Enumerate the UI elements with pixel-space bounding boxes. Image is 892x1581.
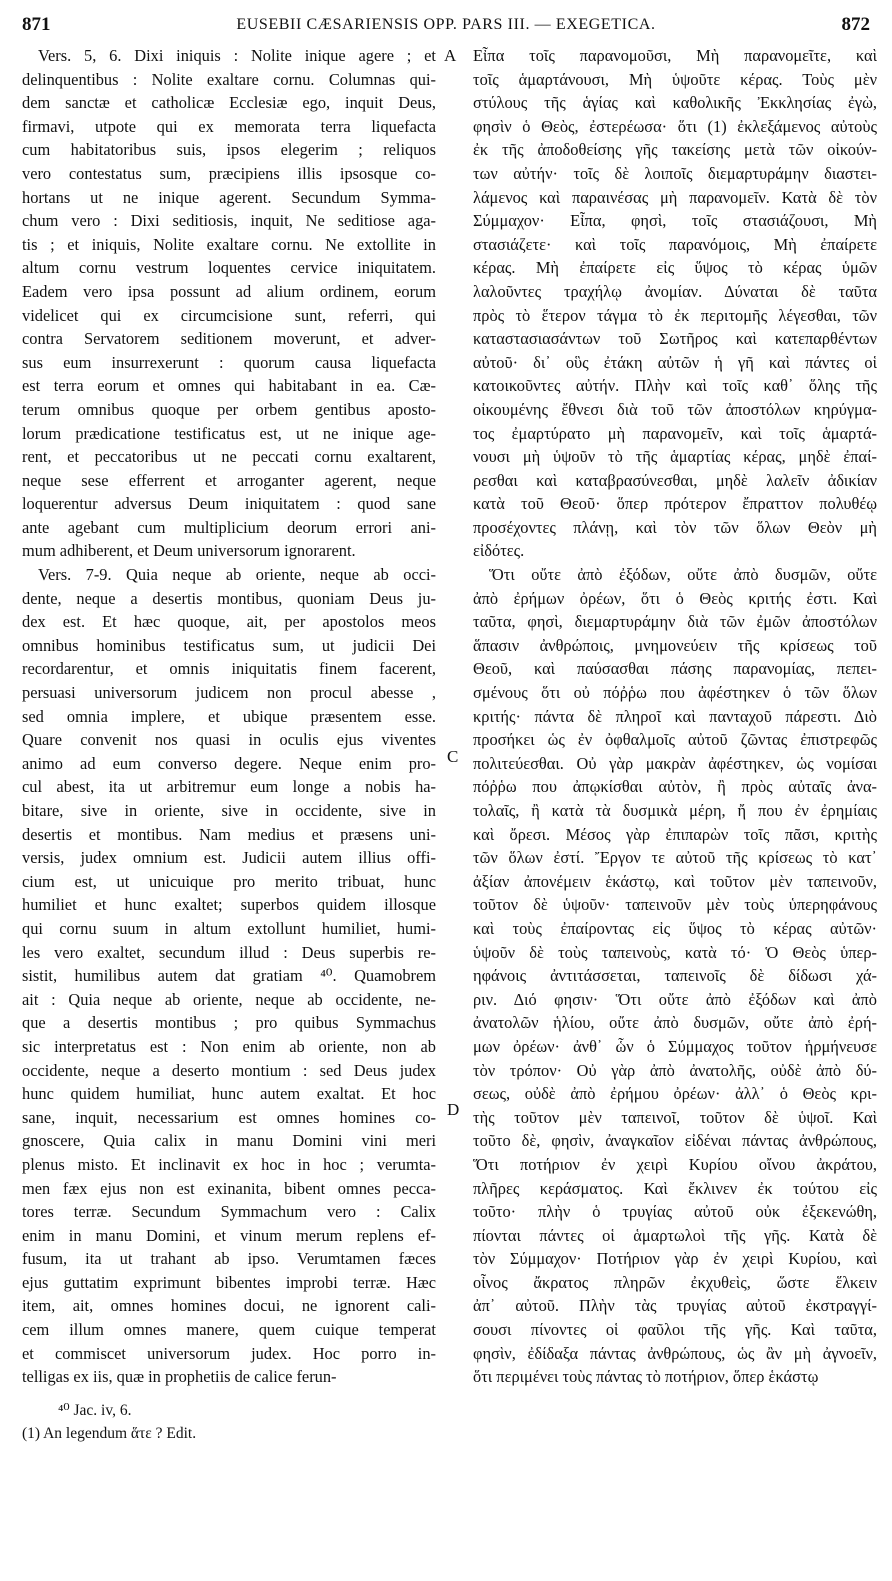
text-line: ἀπὸ ἐρήμων ὀρέων, ὅτι ὁ Θεὸς κριτής ἐστι. Καὶ	[473, 588, 877, 608]
text-line: Quare convenit nos quasi in oculis ejus viventes	[22, 730, 436, 750]
text-line: Eadem vero ipsa possunt ad alium ordinem, eorum	[22, 281, 436, 301]
text-line: καὶ ὄρεσι. Μέσος γὰρ ἐπιπαρὼν τοῖς πᾶσι, κριτὴς	[473, 824, 877, 844]
text-line: cem illum omnes manere, quem cuique temperat	[22, 1320, 436, 1340]
text-line: occidente, neque a deserto montium : sed Deus judex	[22, 1060, 436, 1080]
text-line: omnibus hominibus testificatus sum, ut judicii Dei	[22, 635, 436, 655]
greek-column	[473, 44, 877, 1389]
text-line: τοῦτο· πλὴν ὁ τρυγίας αὐτοῦ οὐκ ἐξεκενώθη,	[473, 1202, 877, 1222]
text-line: chum vero : Dixi seditiosis, inquit, Ne seditiose aga-	[22, 211, 436, 231]
text-line: Σύμμαχον· Εἶπα, φησὶ, τοῖς στασιάζουσι, Μὴ	[473, 211, 877, 231]
text-line: ρεσθαι καὶ καταβρασύνεσθαι, μηδὲ λαλεῖν ἀδικίαν	[473, 470, 877, 490]
text-line: φησὶν ὁ Θεὸς, ἐστερέωσα· ὅτι (1) ἐκλεξάμενος αὐτοὺς	[473, 116, 877, 136]
text-line: κατοικοῦντες αὐτήν. Πλὴν καὶ τοῖς καθ᾽ ὅλης τῆς	[473, 376, 877, 396]
text-line: φησὶν, ἐδίδαξα πάντας ἀνθρώπους, ὡς ἂν μὴ ἀγνοεῖν,	[473, 1343, 877, 1363]
text-line: dem sanctæ et catholicæ Ecclesiæ ego, inquit Deus,	[22, 93, 436, 113]
text-line: mum adhiberent, et Deum universorum ignorarent.	[22, 541, 356, 561]
text-line: στασιάζετε· καὶ τοῖς παρανόμοις, Μὴ ἐπαίρετε	[473, 234, 877, 254]
text-line: telligas ex iis, quæ in prophetiis de calice ferun-	[22, 1367, 337, 1387]
text-line: ἀνατολῶν ἡλίου, οὔτε ἀπὸ δυσμῶν, οὔτε ἀπὸ ἐρή-	[473, 1013, 877, 1033]
text-line: altum cornu vestrum loquentes cervice iniquitatem.	[22, 258, 436, 278]
text-line: τολαῖς, ἢ κατὰ τὰ δυσμικὰ μέρη, ἤ που ἐν ἐρημίαις	[473, 801, 877, 820]
text-line: desertis et montibus. Nam medius et præsens uni-	[22, 824, 436, 844]
text-line: κριτής· πάντα δὲ πληροῖ καὶ πανταχοῦ πάρεστι. Διὸ	[473, 706, 877, 726]
text-line: sistit, humilibus autem dat gratiam ⁴⁰. Quamobrem	[22, 966, 436, 986]
text-line: πολιτεύεσθαι. Οὐ γὰρ μακρὰν ἀφέστηκεν, ὡς νομίσαι	[473, 753, 877, 773]
footnotes	[22, 1399, 436, 1445]
text-line: sic interpretatus est : Non enim ab oriente, non ab	[22, 1036, 436, 1056]
text-line: hunc quidem humiliat, hunc autem exaltat. Et hoc	[22, 1084, 436, 1104]
text-line: ait : Quia neque ab oriente, neque ab occidente, ne-	[22, 989, 436, 1009]
text-line: Θεοῦ, καὶ παύσασθαι πάσης παρανομίας, πεπει-	[473, 659, 877, 679]
text-line: men fæx ejus non est exinanita, bibent omnes pecca-	[22, 1178, 436, 1198]
text-line: cum habitatoribus suis, ipsos elegerim ; reliquos	[22, 140, 436, 160]
text-line: firmavi, utpote qui ex memorata terra liquefacta	[22, 116, 436, 136]
text-line: τοῖς ἁμαρτάνουσι, Μὴ ὑψοῦτε κέρας. Τοὺς μὲν	[473, 69, 877, 89]
text-line: cium est, ut unicuique pro merito tribuat, hunc	[22, 871, 436, 891]
footnote-40: ⁴⁰ Jac. iv, 6.	[58, 1402, 132, 1419]
text-line: μων ὀρέων· ἀνθ᾽ ὧν ὁ Σύμμαχος τοῦτον ἡρμήνευσε	[473, 1036, 877, 1056]
footnote-1: (1) An legendum ἅτε ? Edit.	[22, 1425, 197, 1442]
text-line: cul abest, ita ut arbitremur eum longe a nobis ha-	[22, 777, 436, 797]
text-line: Vers. 5, 6. Dixi iniquis : Nolite inique agere ; et	[38, 46, 436, 65]
text-line: Ὅτι οὔτε ἀπὸ ἐξόδων, οὔτε ἀπὸ δυσμῶν, οὔτε	[489, 565, 877, 585]
running-title: EUSEBII CÆSARIENSIS OPP. PARS III. — EXEGETICA.	[236, 16, 656, 33]
text-line: et commiscet universorum judex. Hoc porro in-	[22, 1343, 436, 1363]
text-line: qui cornu suum in altum extollunt humiliet, humi-	[22, 918, 436, 938]
text-line: σουσι πίνοντες οἱ φαῦλοι τῆς γῆς. Καὶ ταῦτα,	[473, 1320, 877, 1340]
text-line: τοῦτο δὲ, φησὶν, ἀναγκαῖον εἰδέναι πάντας ἀνθρώπους,	[473, 1131, 877, 1151]
text-line: εἰδότες.	[473, 541, 525, 561]
text-line: οἶνος ἄκρατος πληρῶν ἐκχυθεὶς, ὥστε ἕλκειν	[473, 1272, 877, 1292]
margin-marker-d: D	[447, 1100, 460, 1119]
text-line: ἀξίαν ἀπονέμειν ἑκάστῳ, καὶ τοῦτον μὲν ταπεινοῦν,	[473, 871, 877, 891]
text-line: των αὐτήν· τοῖς δὲ λοιποῖς διεμαρτυράμην διαστει-	[473, 163, 877, 183]
text-line: sus eum insurrexerunt : quorum causa liquefacta	[22, 352, 436, 372]
text-line: ὅτι περιμένει τοὺς πάντας τὸ ποτήριον, ὅπερ ἑκάστῳ	[473, 1367, 819, 1387]
text-line: vero contestatus sum, præcipiens illis ipsosque co-	[22, 163, 436, 183]
page-header	[22, 14, 870, 40]
text-line: πλῆρες κεράσματος. Καὶ ἔκλινεν ἐκ τούτου εἰς	[473, 1178, 877, 1198]
text-line: λαλοῦντες τραχήλῳ ἀνομίαν. Δύναται δὲ ταῦτα	[473, 281, 877, 301]
text-line: delinquentibus : Nolite exaltare cornu. Columnas qui-	[22, 69, 436, 89]
text-line: animo ad eum converso degere. Neque enim pro-	[22, 753, 436, 773]
text-line: καὶ τοὺς ἐπαίροντας εἰς ὕψος τὸ κέρας αὐτῶν·	[473, 918, 877, 938]
text-line: loquerentur adversus Deum iniquitatem : quod sane	[22, 494, 436, 514]
text-line: κέρας. Μὴ ἐπαίρετε εἰς ὕψος τὸ κέρας ὑμῶν	[473, 258, 877, 278]
latin-column	[22, 44, 436, 1389]
text-line: fusum, ita ut trahant ab ipso. Verumtamen fæces	[22, 1249, 436, 1269]
text-line: gnoscere, Quia calix in manu Domini vini meri	[22, 1131, 436, 1151]
text-line: sane, inquit, necessarium est omnes homines co-	[22, 1107, 436, 1127]
text-line: τὸν τρόπον· Οὐ γὰρ ἀπὸ ἀνατολῆς, οὐδὲ ἀπὸ δύ-	[473, 1060, 877, 1080]
text-line: dente, neque a desertis montibus, quoniam Deus ju-	[22, 588, 436, 608]
text-line: τῶν ὅλων ἐστί. Ἔργον τε αὐτοῦ τῆς κρίσεως τὸ κατ᾽	[473, 848, 877, 868]
text-line: tores terræ. Secundum Symmachum vero : Calix	[22, 1202, 436, 1222]
text-line: κατὰ τοῦ Θεοῦ· ὅπερ πρότερον ἔπραττον πολυθέῳ	[473, 494, 877, 514]
text-line: persuasi universorum judicem non procul abesse ,	[22, 683, 436, 703]
text-line: recordarentur, et omnis iniquitatis finem facerent,	[22, 659, 436, 679]
text-line: Vers. 7-9. Quia neque ab oriente, neque ab occi-	[38, 565, 436, 585]
text-line: hortans ut ne inique agerent. Secundum Symma-	[22, 187, 436, 207]
text-line: προσέχοντες πλάνῃ, καὶ τὸν τῶν ὅλων Θεὸν μὴ	[473, 517, 877, 537]
text-line: καταστασιασάντων τοῦ Σωτῆρος καὶ κατεπαρθέντων	[473, 329, 877, 349]
text-line: neque sese efferrent et arroganter agerent, neque	[22, 470, 436, 490]
text-line: ἐκ τῆς ἀποδοθείσης γῆς τακείσης μετὰ τῶν οἰκούν-	[473, 140, 877, 160]
text-line: versis, judex omnium est. Judicii autem illius offi-	[22, 848, 436, 868]
text-line: ταῦτα, φησὶ, διεμαρτυράμην διὰ τῶν ἐμῶν ἀποστόλων	[473, 612, 877, 632]
text-line: humiliet et hunc exaltet; superbos quidem illosque	[22, 895, 436, 915]
text-line: que a desertis montibus ; pro quibus Symmachus	[22, 1013, 436, 1033]
page-number-right: 872	[841, 14, 870, 35]
text-line: ἅπασιν ἀνθρώποις, μνημονεύειν τῆς κρίσεως τοῦ	[473, 635, 877, 655]
text-line: τος ἐμαρτύρατο μὴ παρανομεῖν, καὶ τοῖς ἁμαρτά-	[473, 423, 877, 443]
text-line: lorum prædicatione testificatus est, ut ne inique age-	[22, 423, 436, 443]
text-line: σμένους ὅτι οὐ πόῤῥω που ἀφέστηκεν ὁ τῶν ὅλων	[473, 683, 877, 703]
text-line: ηφάνοις ἀντιτάσσεται, ταπεινοῖς δὲ δίδωσι χά-	[473, 966, 877, 986]
text-line: dex est. Et hæc quoque, ait, per apostolos meos	[22, 612, 436, 632]
text-line: νουσι μὴ ὑψοῦν τὸ τῆς ἁμαρτίας κέρας, μηδὲ ἐπαί-	[473, 447, 877, 467]
text-line: terum omnibus quoque per orbem gentibus aposto-	[22, 399, 436, 419]
text-line: ἀπ᾽ αὐτοῦ. Πλὴν τὰς τρυγίας αὐτοῦ ἐκστραγγί-	[473, 1296, 877, 1316]
text-line: Ὅτι ποτήριον ἐν χειρὶ Κυρίου οἴνου ἀκράτου,	[473, 1154, 877, 1174]
text-line: videlicet qui ex circumcisione sunt, referri, qui	[22, 305, 436, 325]
text-line: bitare, sive in oriente, sive in occidente, sive in	[22, 801, 436, 820]
text-line: ante agebant cum multiplicium deorum errori ani-	[22, 517, 436, 537]
text-line: contra Servatorem seditionem moverunt, et adver-	[22, 329, 436, 349]
margin-marker-a: A	[444, 46, 457, 65]
text-line: ριν. Διό φησιν· Ὅτι οὔτε ἀπὸ ἐξόδων καὶ ἀπὸ	[473, 989, 877, 1009]
text-line: ὑψοῦν δὲ τοὺς ταπεινοὺς, κατὰ τό· Ὁ Θεὸς ὑπερ-	[473, 942, 877, 962]
text-line: οἰκουμένης ἔθνεσι διὰ τοῦ τῶν ἀποστόλων κηρύγμα-	[473, 399, 877, 419]
text-line: plenus misto. Et inclinavit ex hoc in hoc ; verumta-	[22, 1154, 436, 1174]
text-line: est terra eorum et omnes qui habitabant in ea. Cæ-	[22, 376, 436, 396]
text-line: enim in manu Domini, et vinum merum replens ef-	[22, 1225, 436, 1245]
text-line: πρὸς τὸ ἕτερον τάγμα τὸ ἐκ περιτομῆς λέγεσθαι, τῶν	[473, 305, 877, 325]
text-line: les vero exaltet, secundum illud : Deus superbis re-	[22, 942, 436, 962]
text-line: rent, et peccatoribus ut ne peccati cornu exaltarent,	[22, 447, 436, 467]
text-line: τὸν Σύμμαχον· Ποτήριον γὰρ ἐν χειρὶ Κυρίου, καὶ	[473, 1249, 877, 1269]
text-line: τὴς τοῦτον μὲν ταπεινοῖ, τοῦτον δὲ ὑψοῖ. Καὶ	[473, 1107, 877, 1127]
text-line: Εἶπα τοῖς παρανομοῦσι, Μὴ παρανομεῖτε, καὶ	[473, 46, 877, 65]
text-line: sed omnia implere, et ubique præsentem esse.	[22, 706, 436, 726]
page-number-left: 871	[22, 14, 51, 35]
text-line: τοῦτον δὲ ὑψοῦν· ταπεινοῦν μὲν τοὺς ὑπερηφάνους	[473, 895, 877, 915]
text-line: προσήκει ὡς ἐν ὀφθαλμοῖς αὐτοῦ ζῶντας ἐπιστρεφῶς	[473, 730, 877, 750]
text-line: tis ; et iniquis, Nolite exaltare cornu. Ne extollite in	[22, 234, 436, 254]
text-line: λάμενος καὶ παραινέσας μὴ παρανομεῖν. Κατὰ δὲ τὸν	[473, 187, 877, 207]
text-line: ejus guttatim exprimunt bibentes improbi terræ. Hæc	[22, 1272, 436, 1292]
text-line: σεως, οὐδὲ ἀπὸ ἐρήμου ὀρέων· ἀλλ᾽ ὁ Θεὸς κρι-	[473, 1084, 877, 1104]
text-line: στύλους τῆς ἁγίας καὶ καθολικῆς Ἐκκλησίας ἐγὼ,	[473, 93, 877, 113]
text-line: item, ait, omnes homines docui, ne ignorent cali-	[22, 1296, 436, 1316]
text-line: πόῤῥω που ἀπῳκίσθαι αὐτὸν, ἢ πρὸς αὐταῖς ἀνα-	[473, 777, 877, 797]
text-line: πίονται πάντες οἱ ἁμαρτωλοὶ τῆς γῆς. Κατὰ δὲ	[473, 1225, 877, 1245]
margin-marker-c: C	[447, 747, 459, 766]
text-line: αὐτοῦ· δι᾽ οὓς ἐτάκη αὐτῶν ἡ γῆ καὶ πάντες οἱ	[473, 352, 877, 372]
